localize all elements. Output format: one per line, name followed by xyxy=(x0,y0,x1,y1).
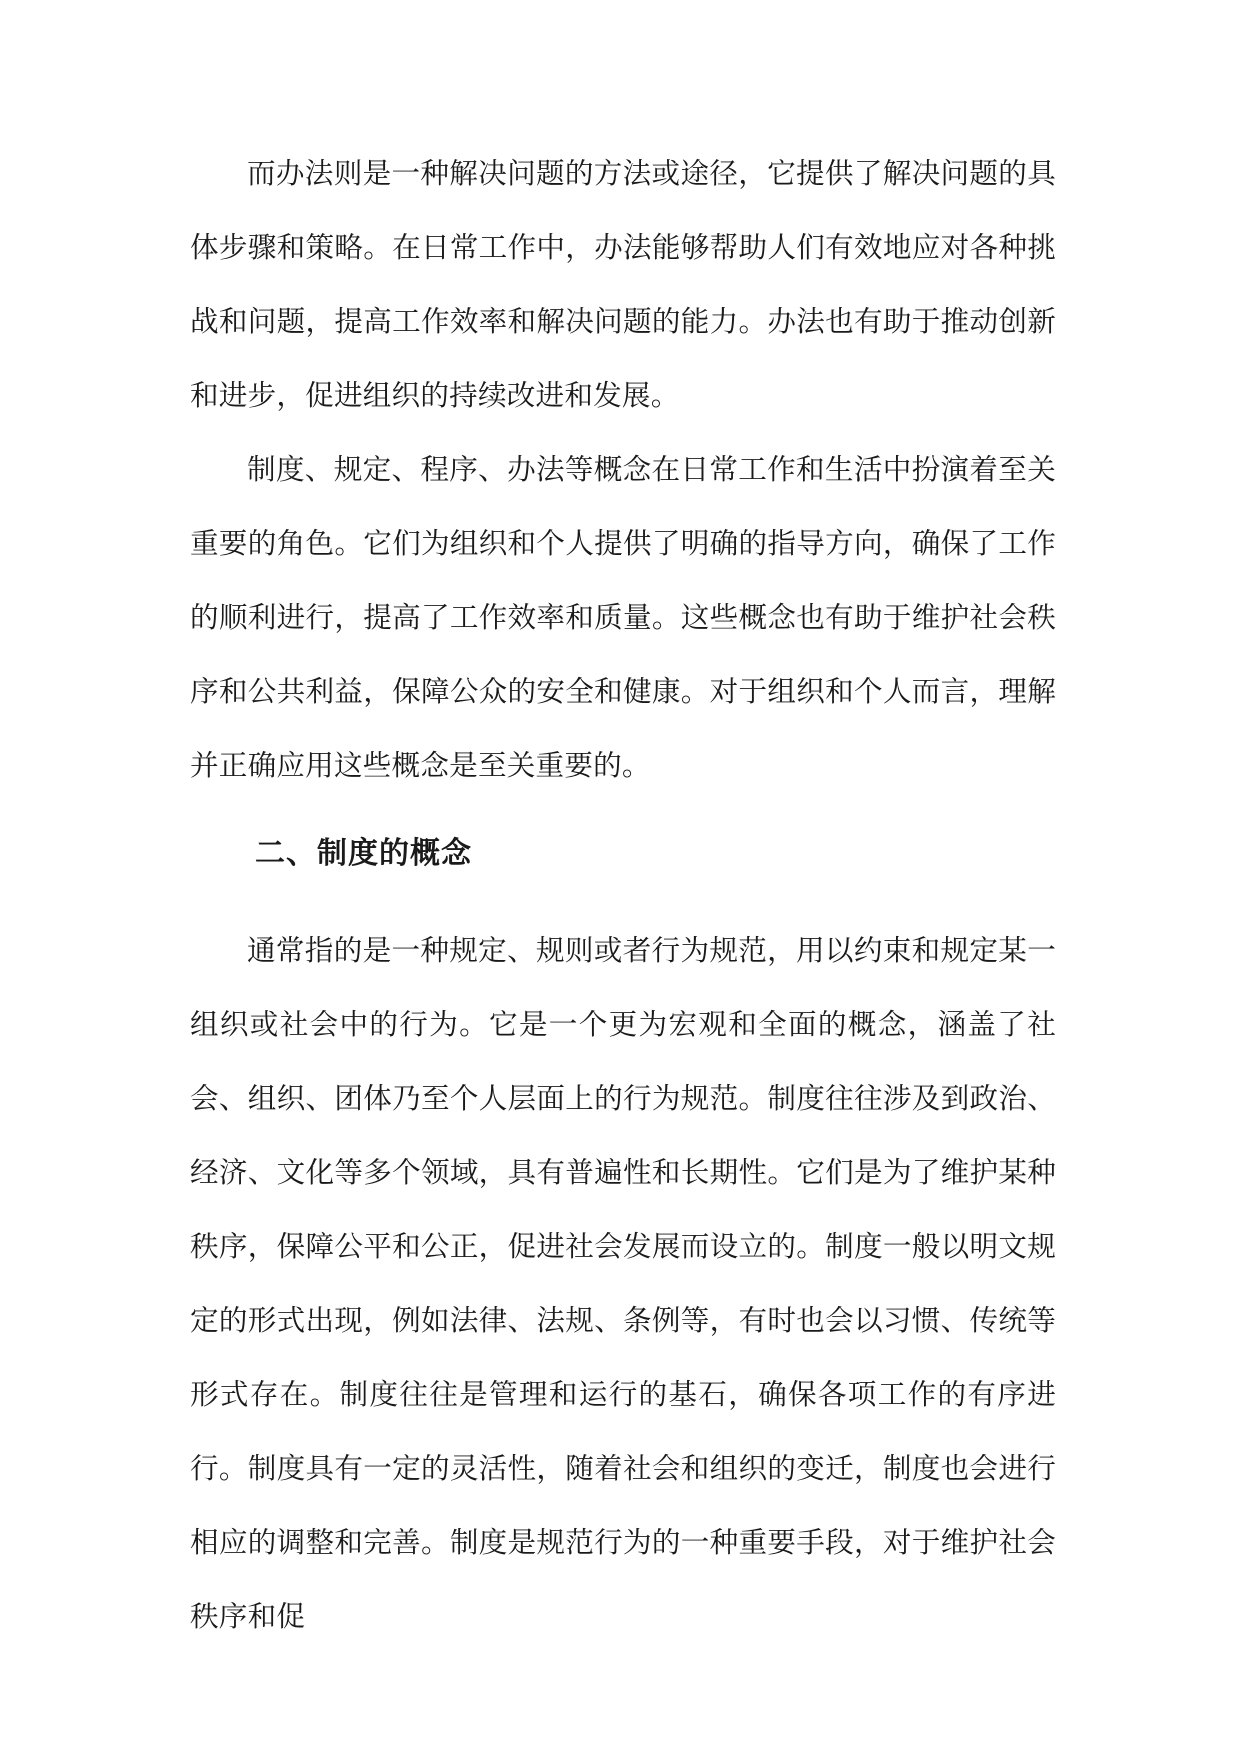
section-heading: 二、制度的概念 xyxy=(255,836,472,871)
paragraph-concepts-importance: 制度、规定、程序、办法等概念在日常工作和生活中扮演着至关重要的角色。它们为组织和个人提供了明确的指导方向，确保了工作的顺利进行，提高了工作效率和质量。这些概念也有助于维护社会秩序和公共利益，保障公众的安全和健康。对于组织和个人而言，理解并正确应用这些概念是至关重要的。 xyxy=(190,452,1056,782)
paragraph-methods: 而办法则是一种解决问题的方法或途径，它提供了解决问题的具体步骤和策略。在日常工作中，办法能够帮助人们有效地应对各种挑战和问题，提高工作效率和解决问题的能力。办法也有助于推动创新和进步，促进组织的持续改进和发展。 xyxy=(190,156,1056,412)
paragraph-system-concept: 通常指的是一种规定、规则或者行为规范，用以约束和规定某一组织或社会中的行为。它是一个更为宏观和全面的概念，涵盖了社会、组织、团体乃至个人层面上的行为规范。制度往往涉及到政治、经济、文化等多个领域，具有普遍性和长期性。它们是为了维护某种秩序，保障公平和公正，促进社会发展而设立的。制度一般以明文规定的形式出现，例如法律、法规、条例等，有时也会以习惯、传统等形式存在。制度往往是管理和运行的基石，确保各项工作的有序进行。制度具有一定的灵活性，随着社会和组织的变迁，制度也会进行相应的调整和完善。制度是规范行为的一种重要手段，对于维护社会秩序和促 xyxy=(190,933,1056,1633)
